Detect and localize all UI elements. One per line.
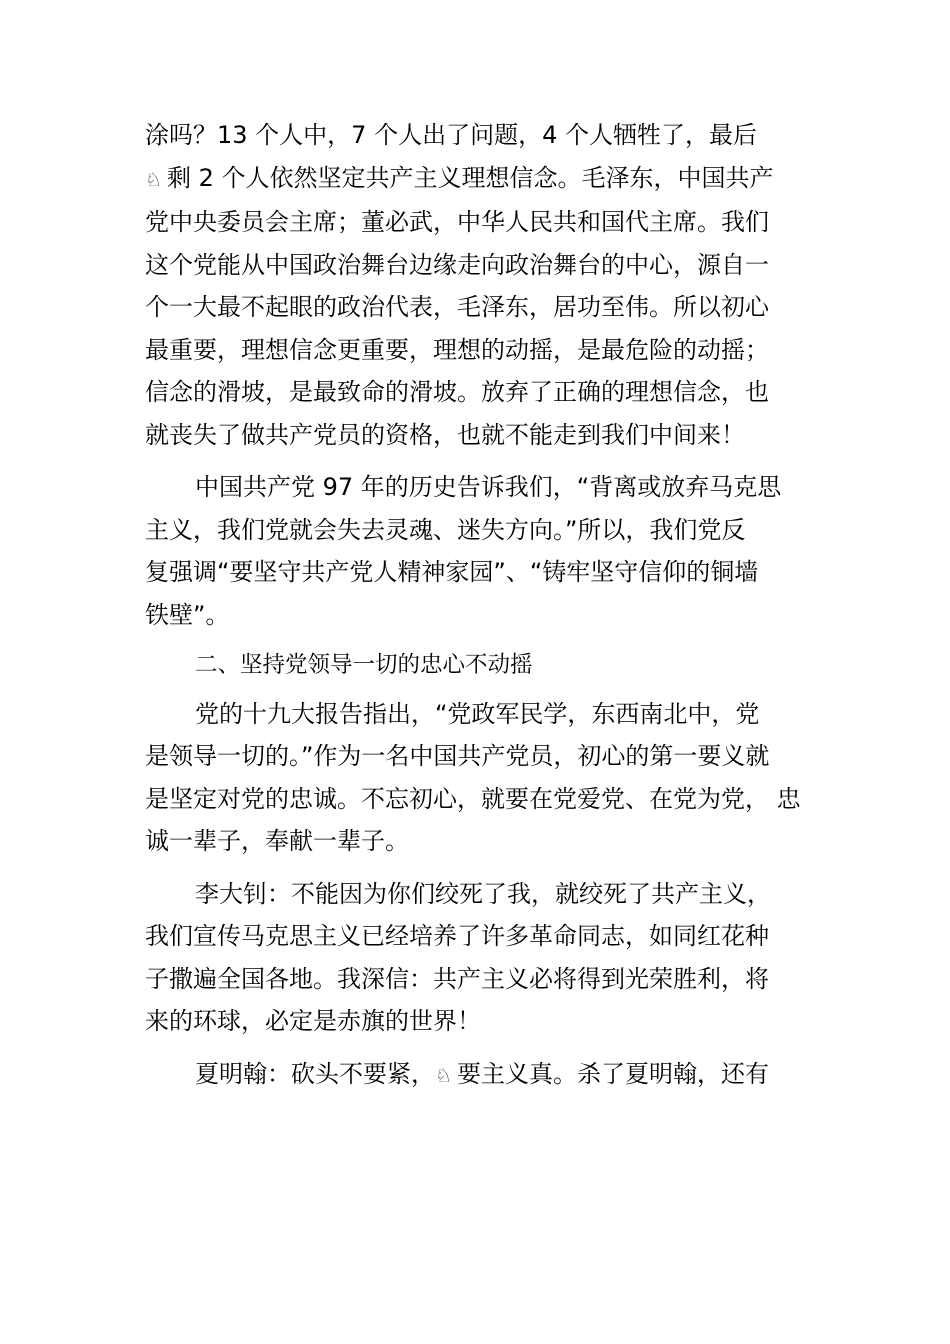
text-line: 是领导一切的。”作为一名中国共产党员，初心的第一要义就 [145, 742, 770, 770]
text-run: 要主义真。杀了夏明翰，还有 [457, 1059, 769, 1088]
text-line: 诚一辈子，奉献一辈子。 [145, 827, 409, 855]
text-line: 李大钊：不能因为你们绞死了我，就绞死了共产主义， [195, 879, 771, 908]
text-line: 我们宣传马克思主义已经培养了许多革命同志，如同红花种 [145, 922, 769, 950]
paragraph-history [145, 114, 825, 456]
knight-icon: ♘ [435, 1064, 453, 1087]
paragraph-li-dazhao [145, 873, 825, 1043]
text-line: 最重要，理想信念更重要，理想的动摇，是最危险的动摇； [145, 335, 769, 364]
text-run: 剩 2 个人依然坚定共产主义理想信念。毛泽东，中国共产 [167, 163, 774, 192]
text-line: 来的环球，必定是赤旗的世界！ [145, 1007, 481, 1035]
text-line: 主义，我们党就会失去灵魂、迷失方向。”所以，我们党反 [145, 515, 746, 544]
text-line: 复强调“要坚守共产党人精神家园”、“铸牢坚守信仰的铜墙 [145, 558, 759, 586]
text-line: 信念的滑坡，是最致命的滑坡。放弃了正确的理想信念，也 [145, 378, 769, 406]
knight-icon: ♘ [145, 168, 163, 191]
text-line: 就丧失了做共产党员的资格，也就不能走到我们中间来！ [145, 420, 745, 449]
text-line: 党中央委员会主席；董必武，中华人民共和国代主席。我们 [145, 208, 769, 236]
document-body [145, 114, 825, 1097]
text-line: 是坚定对党的忠诚。不忘初心，就要在党爱党、在党为党， 忠 [145, 784, 801, 813]
paragraph-party-history [145, 466, 825, 636]
text-line: 这个党能从中国政治舞台边缘走向政治舞台的中心，源自一 [145, 250, 769, 279]
text-run: 夏明翰：砍头不要紧， [195, 1059, 435, 1088]
text-line: 铁壁”。 [145, 600, 230, 629]
text-line: 党的十九大报告指出，“党政军民学，东西南北中，党 [195, 699, 760, 728]
paragraph-nineteenth-congress [145, 693, 825, 863]
text-line: 涂吗？13 个人中，7 个人出了问题，4 个人牺牲了，最后 [145, 121, 757, 149]
section-heading [145, 644, 825, 687]
text-line [145, 157, 825, 202]
paragraph-xia-minghan [145, 1053, 825, 1098]
text-line: 个一大最不起眼的政治代表，毛泽东，居功至伟。所以初心 [145, 293, 769, 321]
text-line [145, 1053, 825, 1098]
text-line: 中国共产党 97 年的历史告诉我们，“背离或放弃马克思 [195, 473, 782, 501]
heading-text: 二、坚持党领导一切的忠心不动摇 [195, 652, 533, 678]
text-line: 子撒遍全国各地。我深信：共产主义必将得到光荣胜利，将 [145, 964, 769, 993]
